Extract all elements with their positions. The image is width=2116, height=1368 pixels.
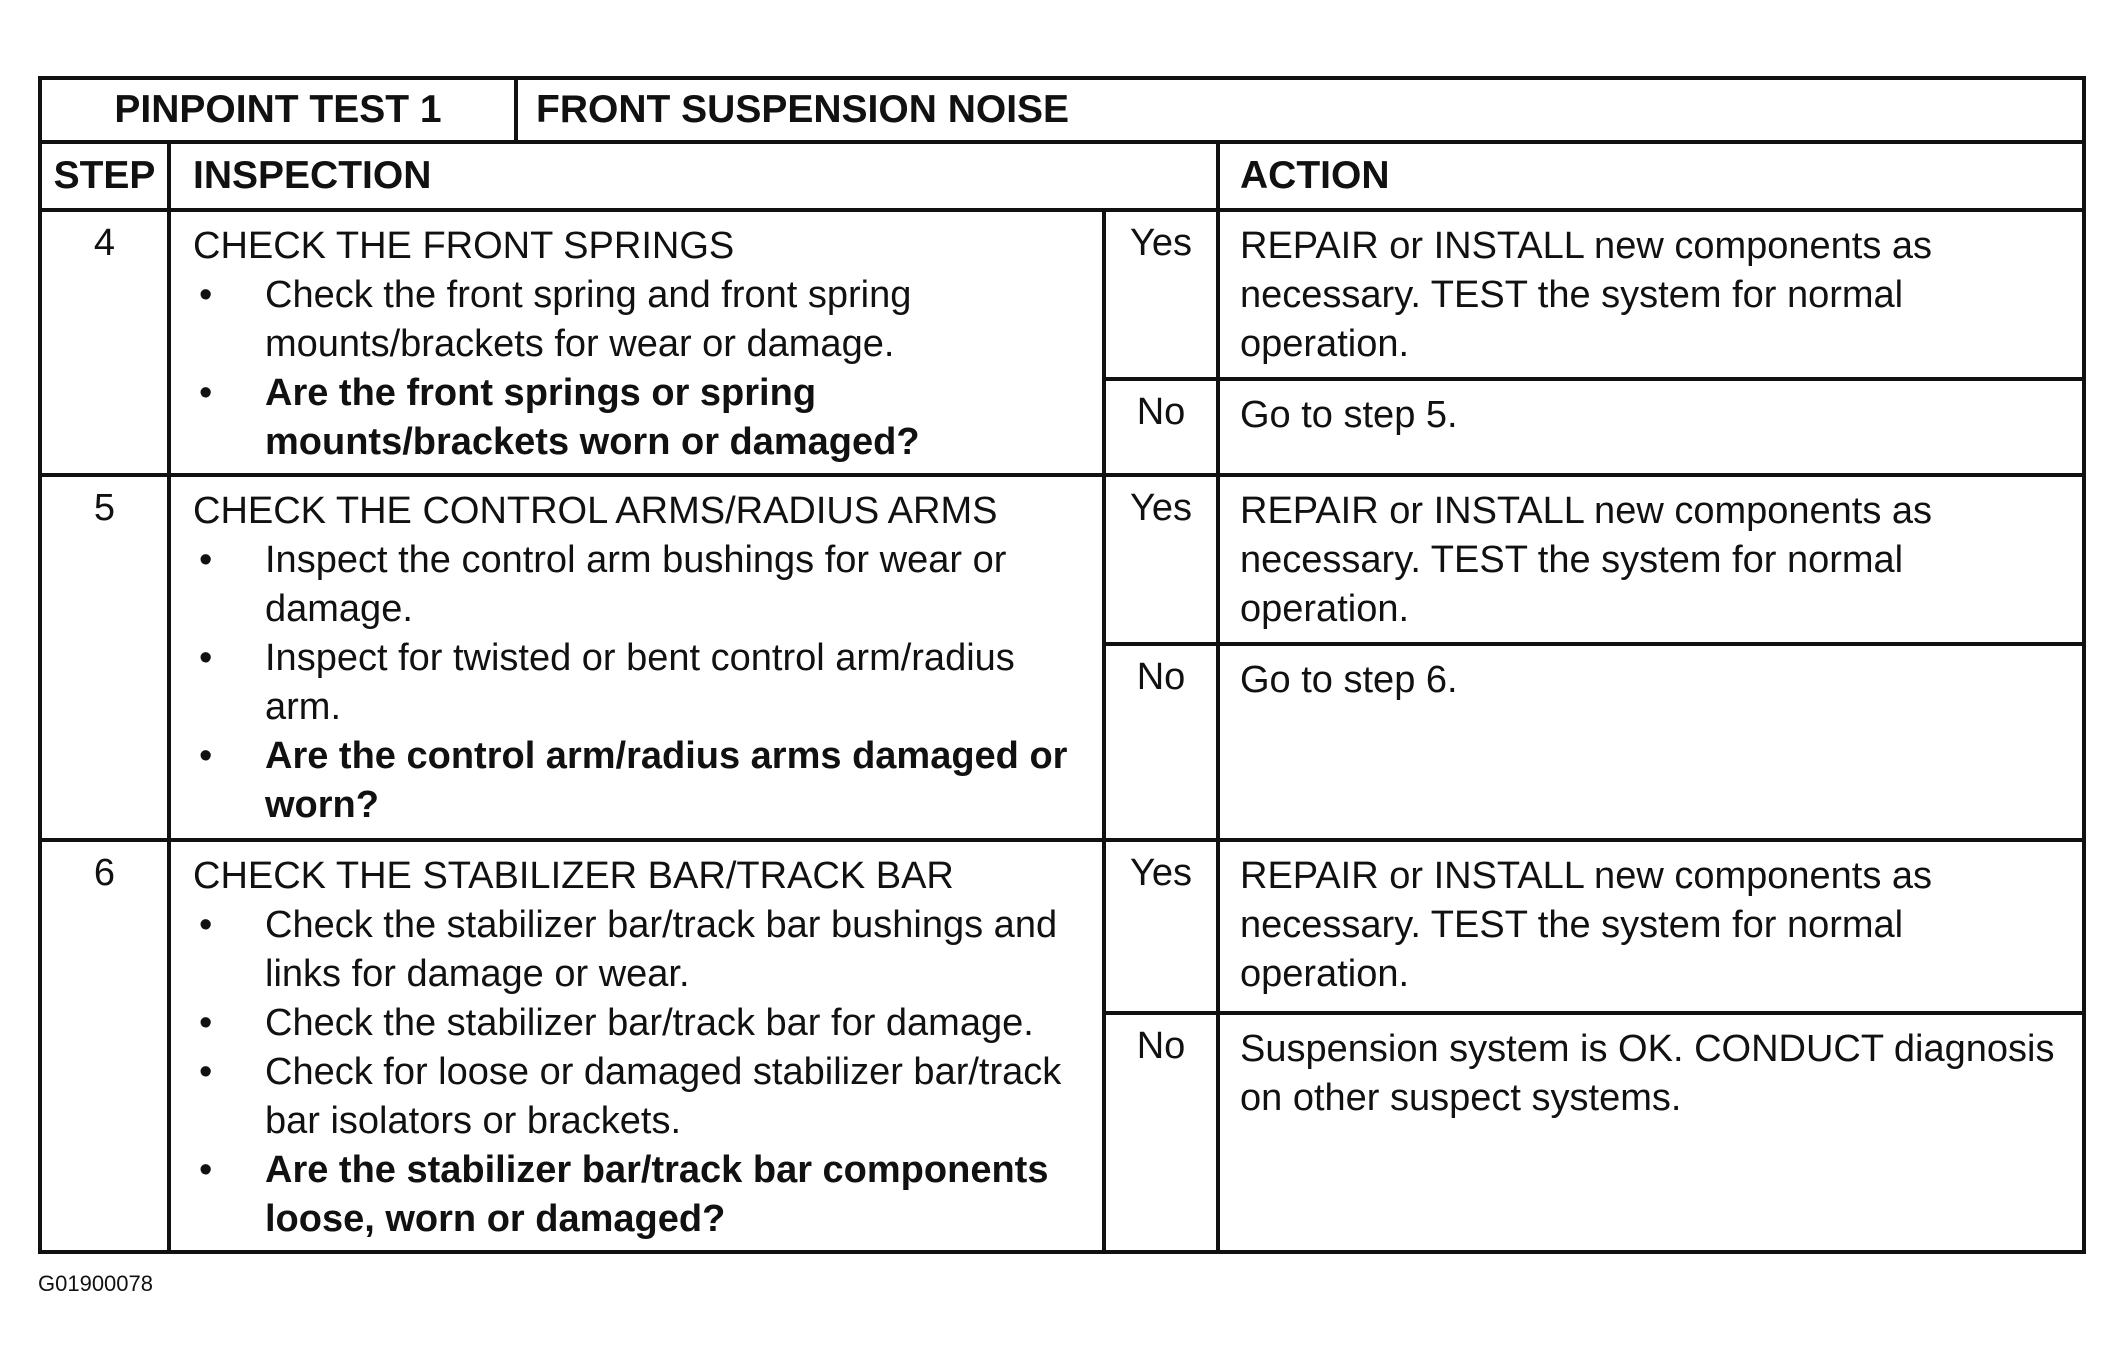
no-label: No [1104, 379, 1218, 475]
test-header-row [40, 78, 2084, 142]
yes-label: Yes [1104, 840, 1218, 1013]
no-label: No [1104, 1013, 1218, 1253]
yes-label: Yes [1104, 475, 1218, 644]
table-row [40, 475, 2084, 644]
figure-code: G01900078 [38, 1271, 153, 1296]
yes-action: REPAIR or INSTALL new components as necessary. TEST the system for normal operation. [1218, 840, 2084, 1013]
column-header-step: STEP [40, 142, 169, 210]
inspection-title: CHECK THE FRONT SPRINGS [193, 225, 735, 267]
yes-action: REPAIR or INSTALL new components as necessary. TEST the system for normal operation. [1218, 475, 2084, 644]
inspection-bullet: • Inspect for twisted or bent control arm/radius arm. [193, 634, 1088, 732]
no-action: Suspension system is OK. CONDUCT diagnosis on other suspect systems. [1218, 1013, 2084, 1253]
table-row [40, 840, 2084, 1013]
inspection-title: CHECK THE CONTROL ARMS/RADIUS ARMS [193, 490, 998, 532]
step-number: 5 [40, 475, 169, 840]
pinpoint-test-table [38, 76, 2082, 1254]
inspection-cell [169, 210, 1104, 475]
test-title: FRONT SUSPENSION NOISE [516, 78, 2084, 142]
inspection-cell [169, 475, 1104, 840]
inspection-bullet: • Check the stabilizer bar/track bar for damage. [193, 999, 1088, 1048]
inspection-bullet: • Inspect the control arm bushings for wear or damage. [193, 536, 1088, 634]
inspection-bullet: • Check the front spring and front spring mounts/brackets for wear or damage. [193, 271, 1088, 369]
step-number: 4 [40, 210, 169, 475]
inspection-question: • Are the stabilizer bar/track bar components loose, worn or damaged? [193, 1146, 1088, 1244]
inspection-cell [169, 840, 1104, 1252]
column-header-inspection: INSPECTION [169, 142, 1218, 210]
test-label: PINPOINT TEST 1 [40, 78, 516, 142]
inspection-bullet: • Check for loose or damaged stabilizer bar/track bar isolators or brackets. [193, 1048, 1088, 1146]
yes-action: REPAIR or INSTALL new components as necessary. TEST the system for normal operation. [1218, 210, 2084, 379]
no-action: Go to step 5. [1218, 379, 2084, 475]
no-action: Go to step 6. [1218, 644, 2084, 840]
yes-label: Yes [1104, 210, 1218, 379]
column-header-row [40, 142, 2084, 210]
table-row [40, 210, 2084, 379]
inspection-question: • Are the front springs or spring mounts/brackets worn or damaged? [193, 369, 1088, 467]
column-header-action: ACTION [1218, 142, 2084, 210]
inspection-title: CHECK THE STABILIZER BAR/TRACK BAR [193, 855, 954, 897]
inspection-bullet: • Check the stabilizer bar/track bar bushings and links for damage or wear. [193, 901, 1088, 999]
step-number: 6 [40, 840, 169, 1252]
inspection-question: • Are the control arm/radius arms damaged or worn? [193, 732, 1088, 830]
no-label: No [1104, 644, 1218, 840]
